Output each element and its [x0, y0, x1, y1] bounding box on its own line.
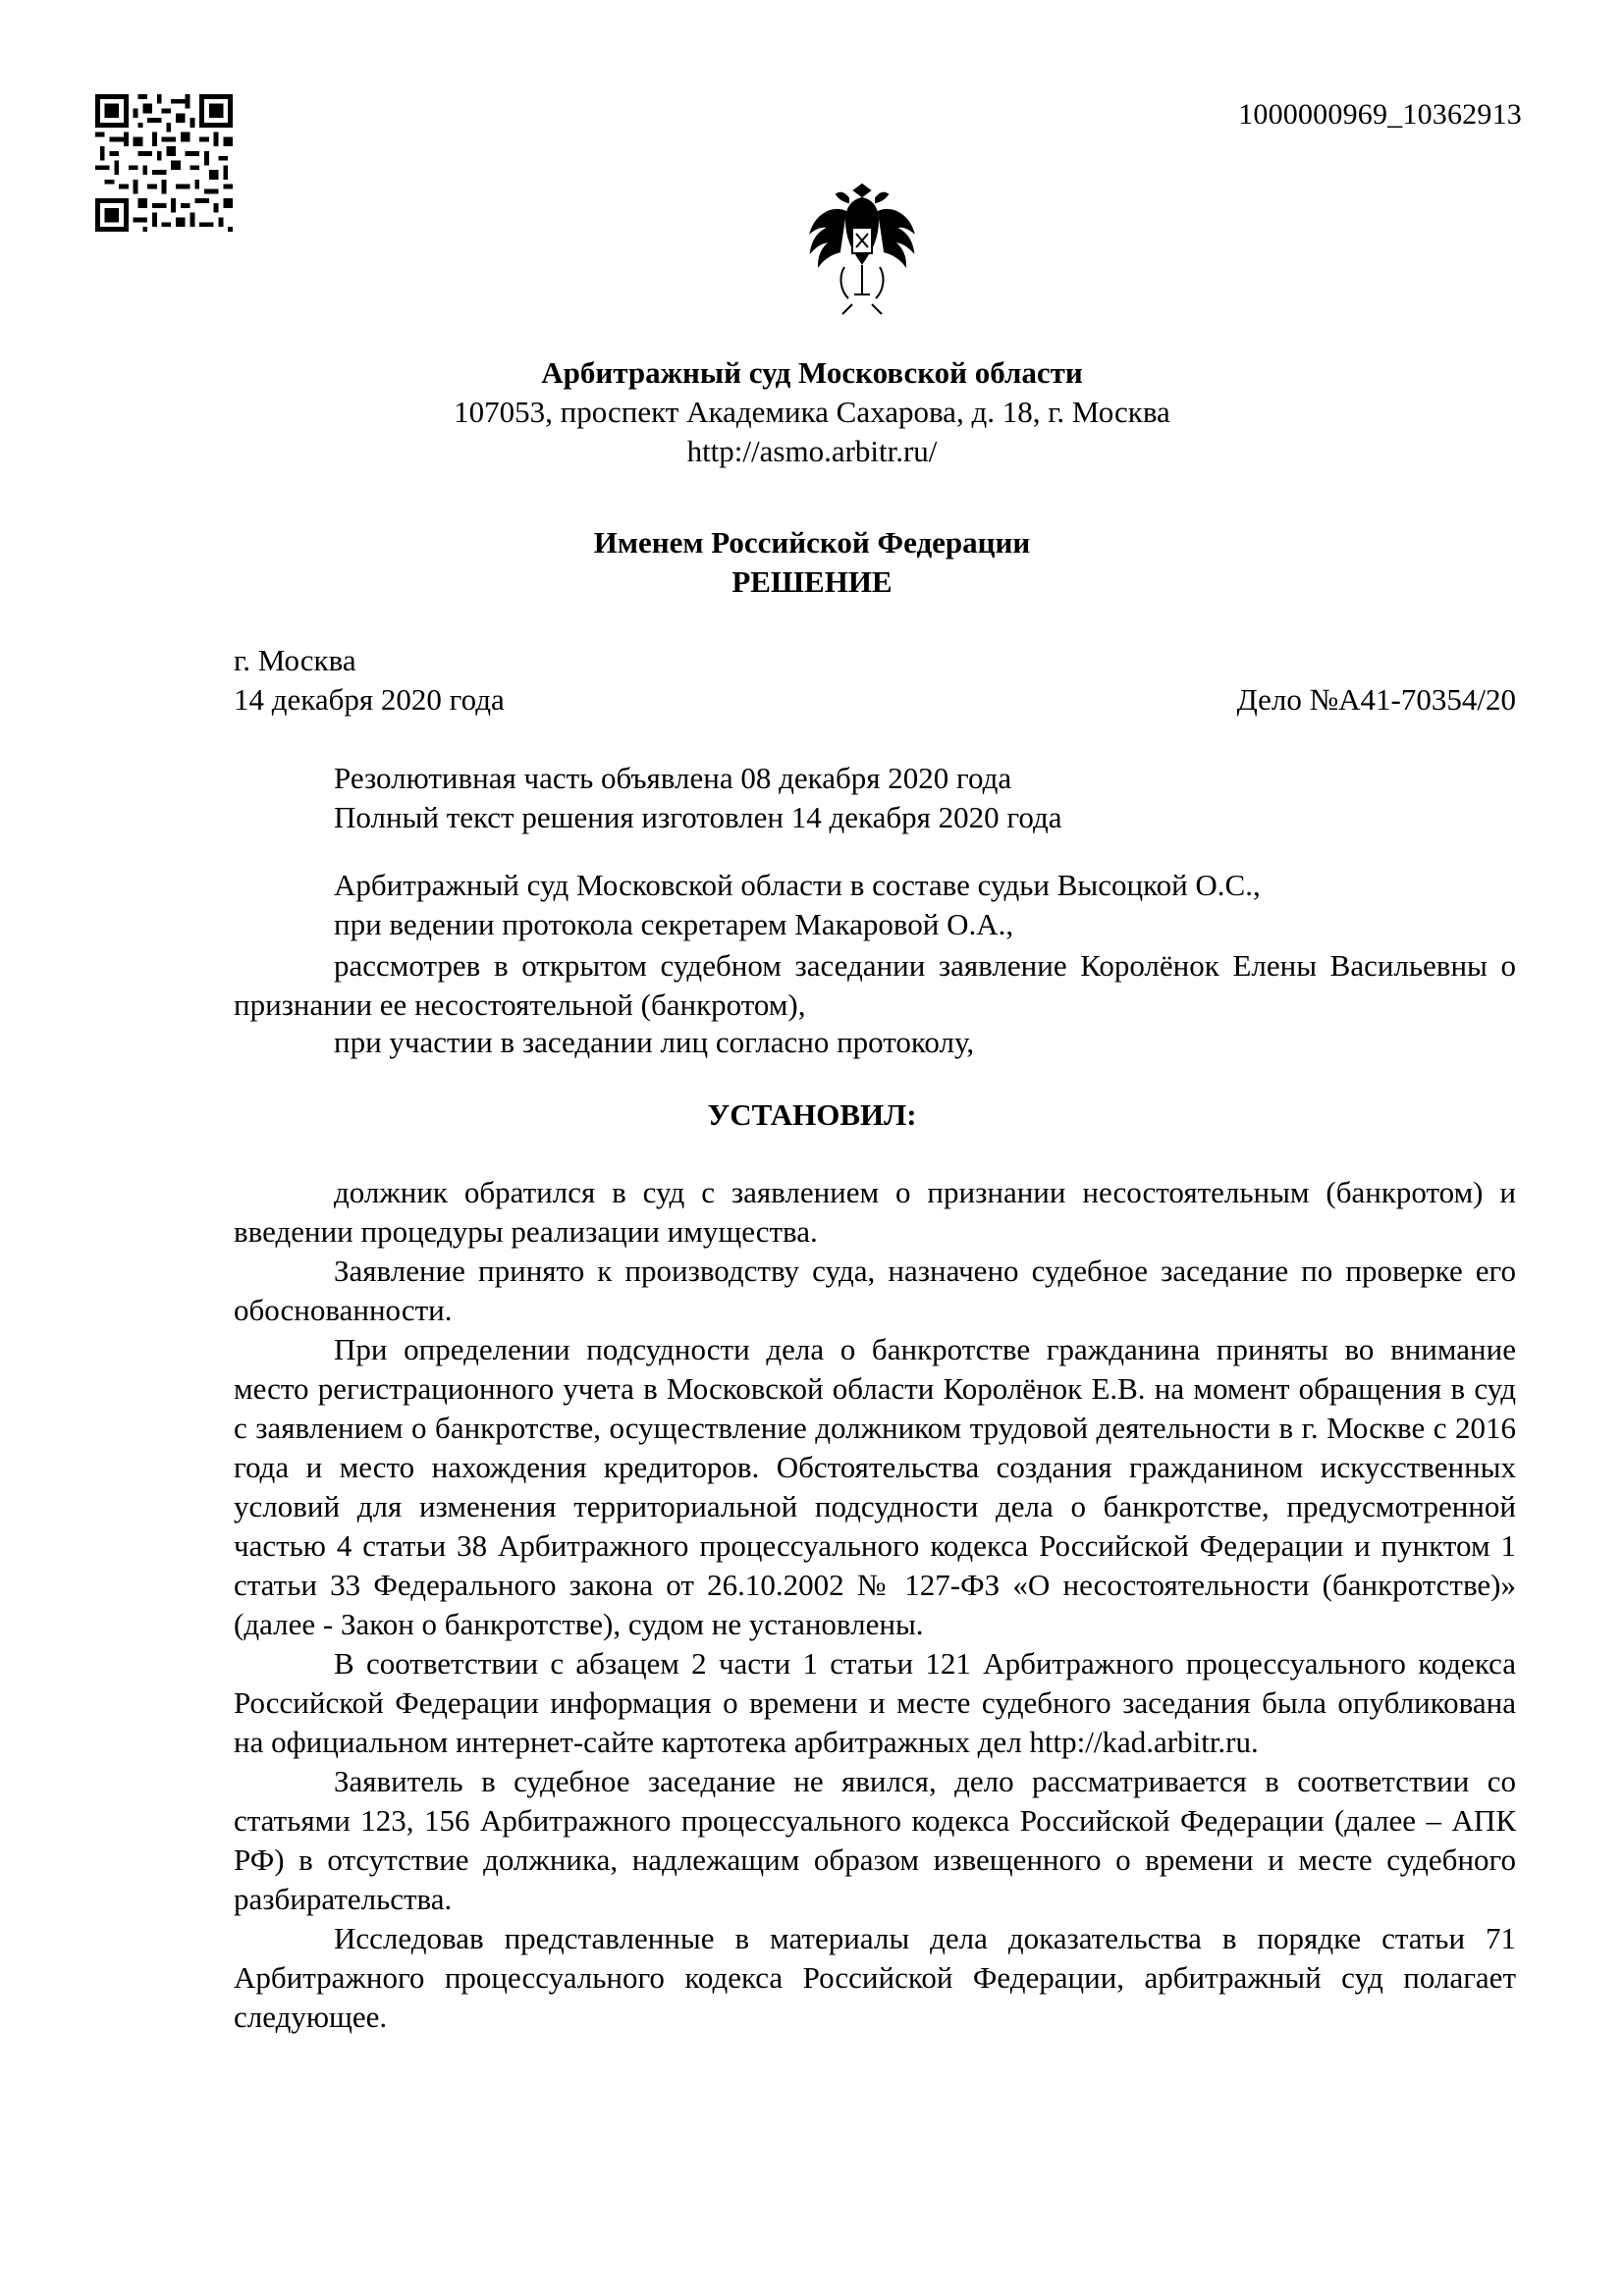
- secretary-line: при ведении протокола секретарем Макаровой О.А.,: [334, 907, 1014, 941]
- court-name: Арбитражный суд Московской области: [541, 355, 1083, 390]
- decision-heading: РЕШЕНИЕ: [731, 564, 893, 599]
- qr-code-icon: [95, 94, 233, 232]
- resolution-line: Резолютивная часть объявлена 08 декабря 2020 года: [334, 761, 1012, 795]
- coat-of-arms-icon: [805, 177, 919, 316]
- in-name-heading: Именем Российской Федерации: [593, 525, 1031, 560]
- court-website-link[interactable]: http://asmo.arbitr.ru/: [686, 434, 938, 468]
- paragraph: В соответствии с абзацем 2 части 1 статьи 121 Арбитражного процессуального кодекса Российской Федерации информация о времени и месте судебного заседания была опубликована на официальном интернет-сайте картотека арбитражных дел http://kad.arbitr.ru.: [234, 1646, 1516, 1759]
- body-text: [234, 1173, 1516, 2037]
- city: г. Москва: [234, 643, 356, 677]
- court-address: 107053, проспект Академика Сахарова, д. 18, г. Москва: [454, 395, 1170, 429]
- participants-line: при участии в заседании лиц согласно протоколу,: [334, 1025, 975, 1059]
- decision-date: 14 декабря 2020 года: [234, 682, 505, 717]
- paragraph: должник обратился в суд с заявлением о признании несостоятельным (банкротом) и введении процедуры реализации имущества.: [234, 1175, 1516, 1249]
- paragraph: При определении подсудности дела о банкротстве гражданина приняты во внимание место регистрационного учета в Московской области Королёнок Е.В. на момент обращения в суд с заявлением о банкротстве, осуществление должником трудовой деятельности в г. Москве с 2016 года и место нахождения кредиторов. Обстоятельства создания гражданином искусственных условий для изменения территориальной подсудности дела о банкротстве, предусмотренной частью 4 статьи 38 Арбитражного процессуального кодекса Российской Федерации и пунктом 1 статьи 33 Федерального закона от 26.10.2002 № 127-ФЗ «О несостоятельности (банкротстве)» (далее - Закон о банкротстве), судом не установлены.: [234, 1332, 1516, 1641]
- applicant-paragraph: рассмотрев в открытом судебном заседании заявление Королёнок Елены Васильевны о признании ее несостоятельной (банкротом),: [234, 948, 1516, 1022]
- full-text-line: Полный текст решения изготовлен 14 декабря 2020 года: [334, 800, 1062, 834]
- paragraph: Исследовав представленные в материалы дела доказательства в порядке статьи 71 Арбитражного процессуального кодекса Российской Федерации, арбитражный суд полагает следующее.: [234, 1921, 1516, 2034]
- paragraph: Заявитель в судебное заседание не явился, дело рассматривается в соответствии со статьями 123, 156 Арбитражного процессуального кодекса Российской Федерации (далее – АПК РФ) в отсутствие должника, надлежащим образом извещенного о времени и месте судебного разбирательства.: [234, 1764, 1516, 1916]
- document-id: 1000000969_10362913: [1238, 98, 1522, 131]
- judge-line: Арбитражный суд Московской области в составе судьи Высоцкой О.С.,: [334, 868, 1261, 902]
- established-heading: УСТАНОВИЛ:: [707, 1097, 917, 1132]
- paragraph: Заявление принято к производству суда, назначено судебное заседание по проверке его обоснованности.: [234, 1254, 1516, 1327]
- case-number: Дело №А41-70354/20: [1236, 682, 1516, 717]
